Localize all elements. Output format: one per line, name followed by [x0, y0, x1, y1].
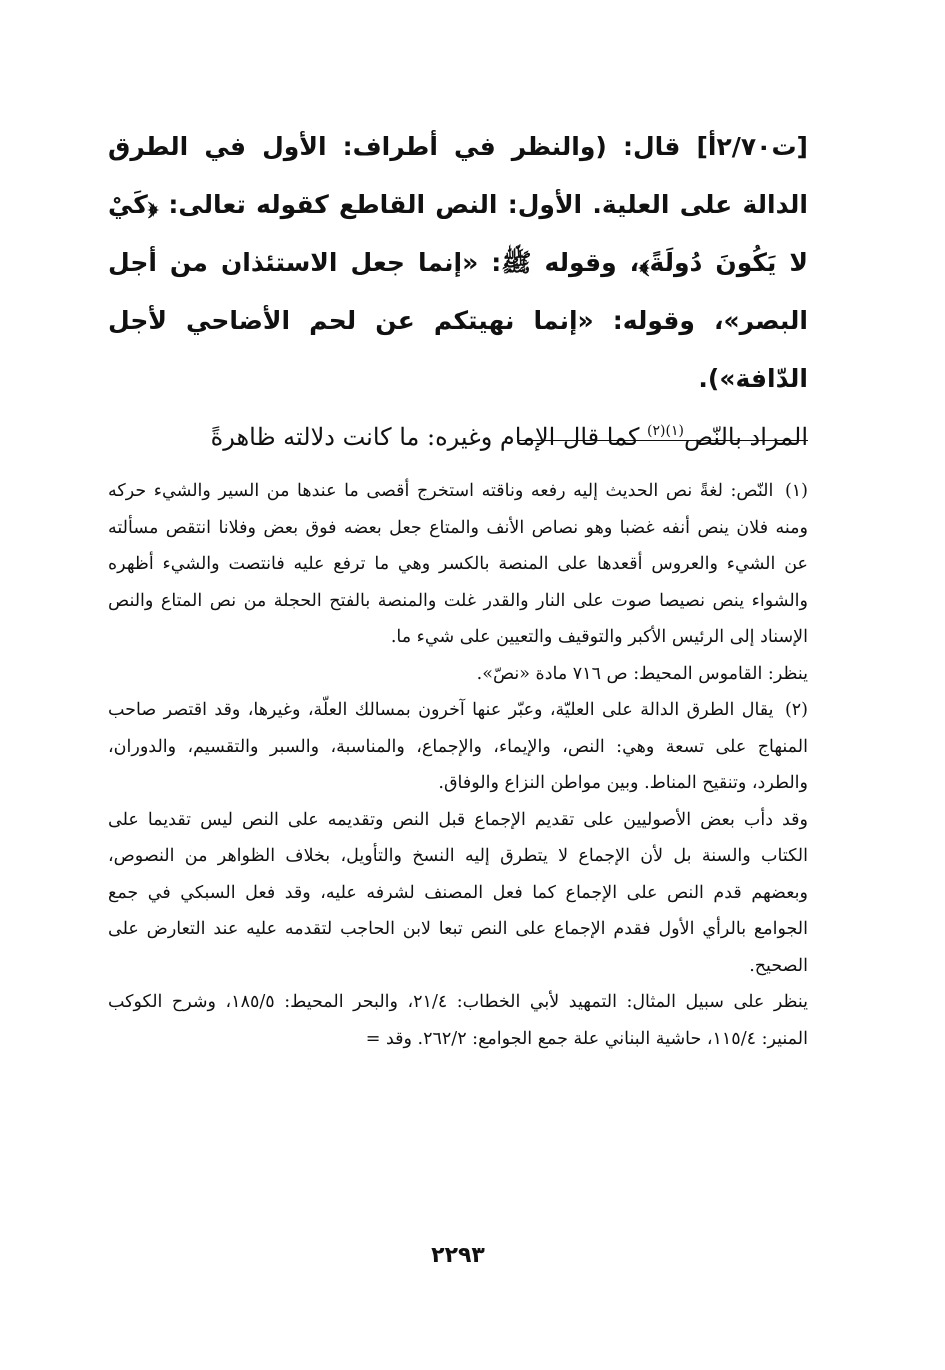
main-paragraph-commentary: [108, 412, 808, 462]
main-paragraph-quote: [ت٢/٧٠أ] قال: (والنظر في أطراف: الأول في الطرق الدالة على العلية. الأول: النص القاطع كقوله تعالى: ﴿كَيْ لا يَكُونَ دُولَةً﴾، وقوله ﷺ: «إنما جعل الاستئذان من أجل البصر»، وقوله: «إنما نهيتكم عن لحم الأضاحي لأجل الدّافة»).: [108, 132, 808, 393]
commentary-text-end: كما قال الإمام وغيره: ما كانت دلالته ظاهرةً: [210, 423, 648, 451]
footnote-1-number: (١): [784, 481, 808, 501]
footnote-2-text: يقال الطرق الدالة على العليّة، وعبّر عنها آخرون بمسالك العلّة، وغيرها، وقد اقتصر صاحب المنهاج على تسعة وهي: النص، والإيماء، والإجماع، والمناسبة، والسبر والتقسيم، والدوران، والطرد، وتنقيح المناط. وبين مواطن النزاع والوفاق.: [108, 700, 808, 793]
footnote-1: [108, 473, 808, 656]
footnote-2-source: ينظر على سبيل المثال: التمهيد لأبي الخطاب: ٢١/٤، والبحر المحيط: ١٨٥/٥، وشرح الكوكب المنير: ١١٥/٤، حاشية البناني علة جمع الجوامع: ٢٦٢/٢. وقد =: [108, 992, 808, 1049]
book-page: [108, 118, 808, 1298]
commentary-text-start: المراد بالنّص: [683, 423, 808, 451]
footnotes: [108, 473, 808, 1057]
footnote-2: [108, 692, 808, 802]
page-number: ٢٢٩٣: [431, 1243, 485, 1268]
footnote-divider: [518, 440, 808, 441]
footnote-1-source: ينظر: القاموس المحيط: ص ٧١٦ مادة «نصّ».: [476, 663, 808, 684]
footnote-1-text: النّص: لغةً نص الحديث إليه رفعه وناقته استخرج أقصى ما عندها من السير والشيء حركه ومنه فلان ينص أنفه غضبا وهو نصاص الأنف والمتاع جعل بعضه فوق بعض وفلانا انتقص مسألته عن الشيء والعروس أقعدها على المنصة بالكسر وهي ما ترفع عليه فانتصت والشيء أظهره والشواء ينص نصيصا صوت على النار والقدر غلت والمنصة بالفتح الحجلة من نص المتاع والنص الإسناد إلى الرئيس الأكبر والتوقيف والتعيين على شيء ما.: [108, 481, 808, 647]
footnote-2-number: (٢): [784, 700, 808, 720]
footnote-2-continuation: وقد دأب بعض الأصوليين على تقديم الإجماع قبل النص وتقديمه على النص ليس تقديما على الكتاب والسنة بل لأن الإجماع لا يتطرق إليه النسخ والتأويل، بخلاف الظواهر من النصوص، وبعضهم قدم النص على الإجماع كما فعل المصنف لشرفه عليه، وقد فعل السبكي في جمع الجوامع بالرأي الأول فقدم الإجماع على النص تبعا لابن الحاجب لتقدمه عليه عند التعارض على الصحيح.: [108, 809, 808, 976]
footnote-reference: (١)(٢): [647, 423, 684, 439]
